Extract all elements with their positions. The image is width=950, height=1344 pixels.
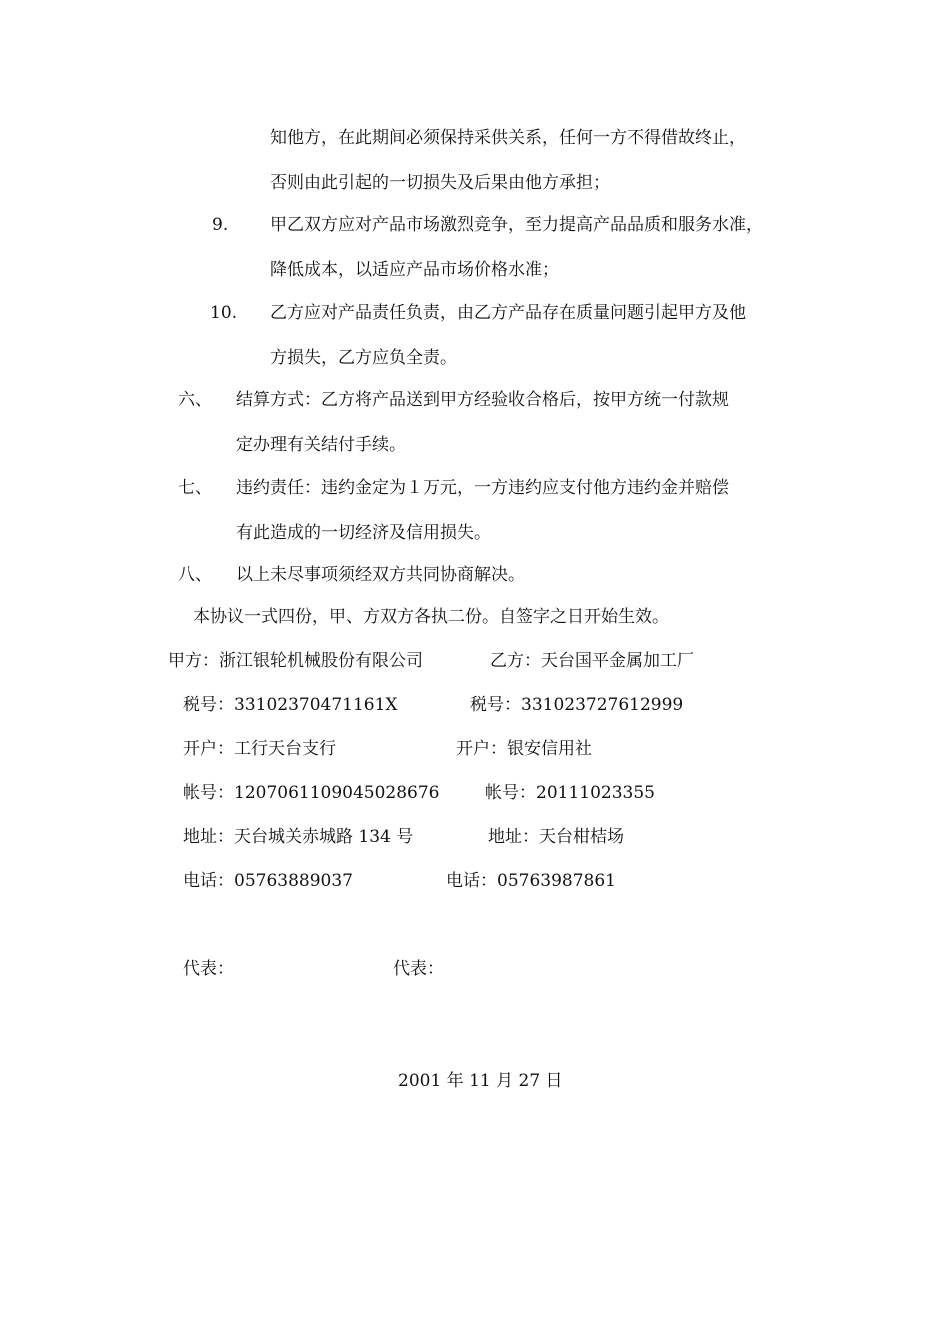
clause-9-line-1: 甲乙双方应对产品市场激烈竞争，至力提高产品品质和服务水准， (270, 215, 763, 235)
section-6-line-1: 结算方式：乙方将产品送到甲方经验收合格后，按甲方统一付款规 (236, 390, 729, 410)
party-b-name: 乙方：天台国平金属加工厂 (490, 651, 694, 671)
section-7-line-2: 有此造成的一切经济及信用损失。 (236, 523, 491, 543)
section-8-line-1: 以上未尽事项须经双方共同协商解决。 (236, 565, 525, 585)
clause-10-line-2: 方损失，乙方应负全责。 (270, 348, 457, 368)
party-b-tax: 税号：331023727612999 (470, 695, 684, 715)
clause-10-line-1: 乙方应对产品责任负责，由乙方产品存在质量问题引起甲方及他 (270, 303, 746, 323)
clause-9-line-2: 降低成本，以适应产品市场价格水准； (270, 260, 559, 280)
agreement-note: 本协议一式四份，甲、方双方各执二份。自签字之日开始生效。 (193, 607, 669, 627)
party-b-representative: 代表： (393, 959, 444, 979)
party-a-tax: 税号：33102370471161X (183, 695, 398, 715)
section-6-line-2: 定办理有关结付手续。 (236, 435, 406, 455)
party-b-address: 地址：天台柑桔场 (488, 827, 624, 847)
clause-9-number: 9. (212, 215, 229, 235)
party-a-address: 地址：天台城关赤城路 134 号 (183, 827, 414, 847)
clause-8-line-1: 知他方，在此期间必须保持采供关系，任何一方不得借故终止， (270, 128, 746, 148)
party-a-name: 甲方：浙江银轮机械股份有限公司 (168, 651, 423, 671)
clause-8-line-2: 否则由此引起的一切损失及后果由他方承担； (270, 173, 610, 193)
party-a-bank: 开户：工行天台支行 (183, 739, 336, 759)
section-6-number: 六、 (178, 390, 212, 410)
party-b-bank: 开户：银安信用社 (456, 739, 592, 759)
party-b-phone: 电话：05763987861 (446, 871, 616, 891)
section-7-number: 七、 (178, 478, 212, 498)
party-a-phone: 电话：05763889037 (183, 871, 353, 891)
signing-date: 2001 年 11 月 27 日 (398, 1071, 563, 1091)
party-b-account: 帐号：20111023355 (485, 783, 655, 803)
section-7-line-1: 违约责任：违约金定为１万元，一方违约应支付他方违约金并赔偿 (236, 478, 729, 498)
party-a-account: 帐号：1207061109045028676 (183, 783, 440, 803)
section-8-number: 八、 (178, 565, 212, 585)
party-a-representative: 代表： (183, 959, 234, 979)
clause-10-number: 10. (210, 303, 238, 323)
